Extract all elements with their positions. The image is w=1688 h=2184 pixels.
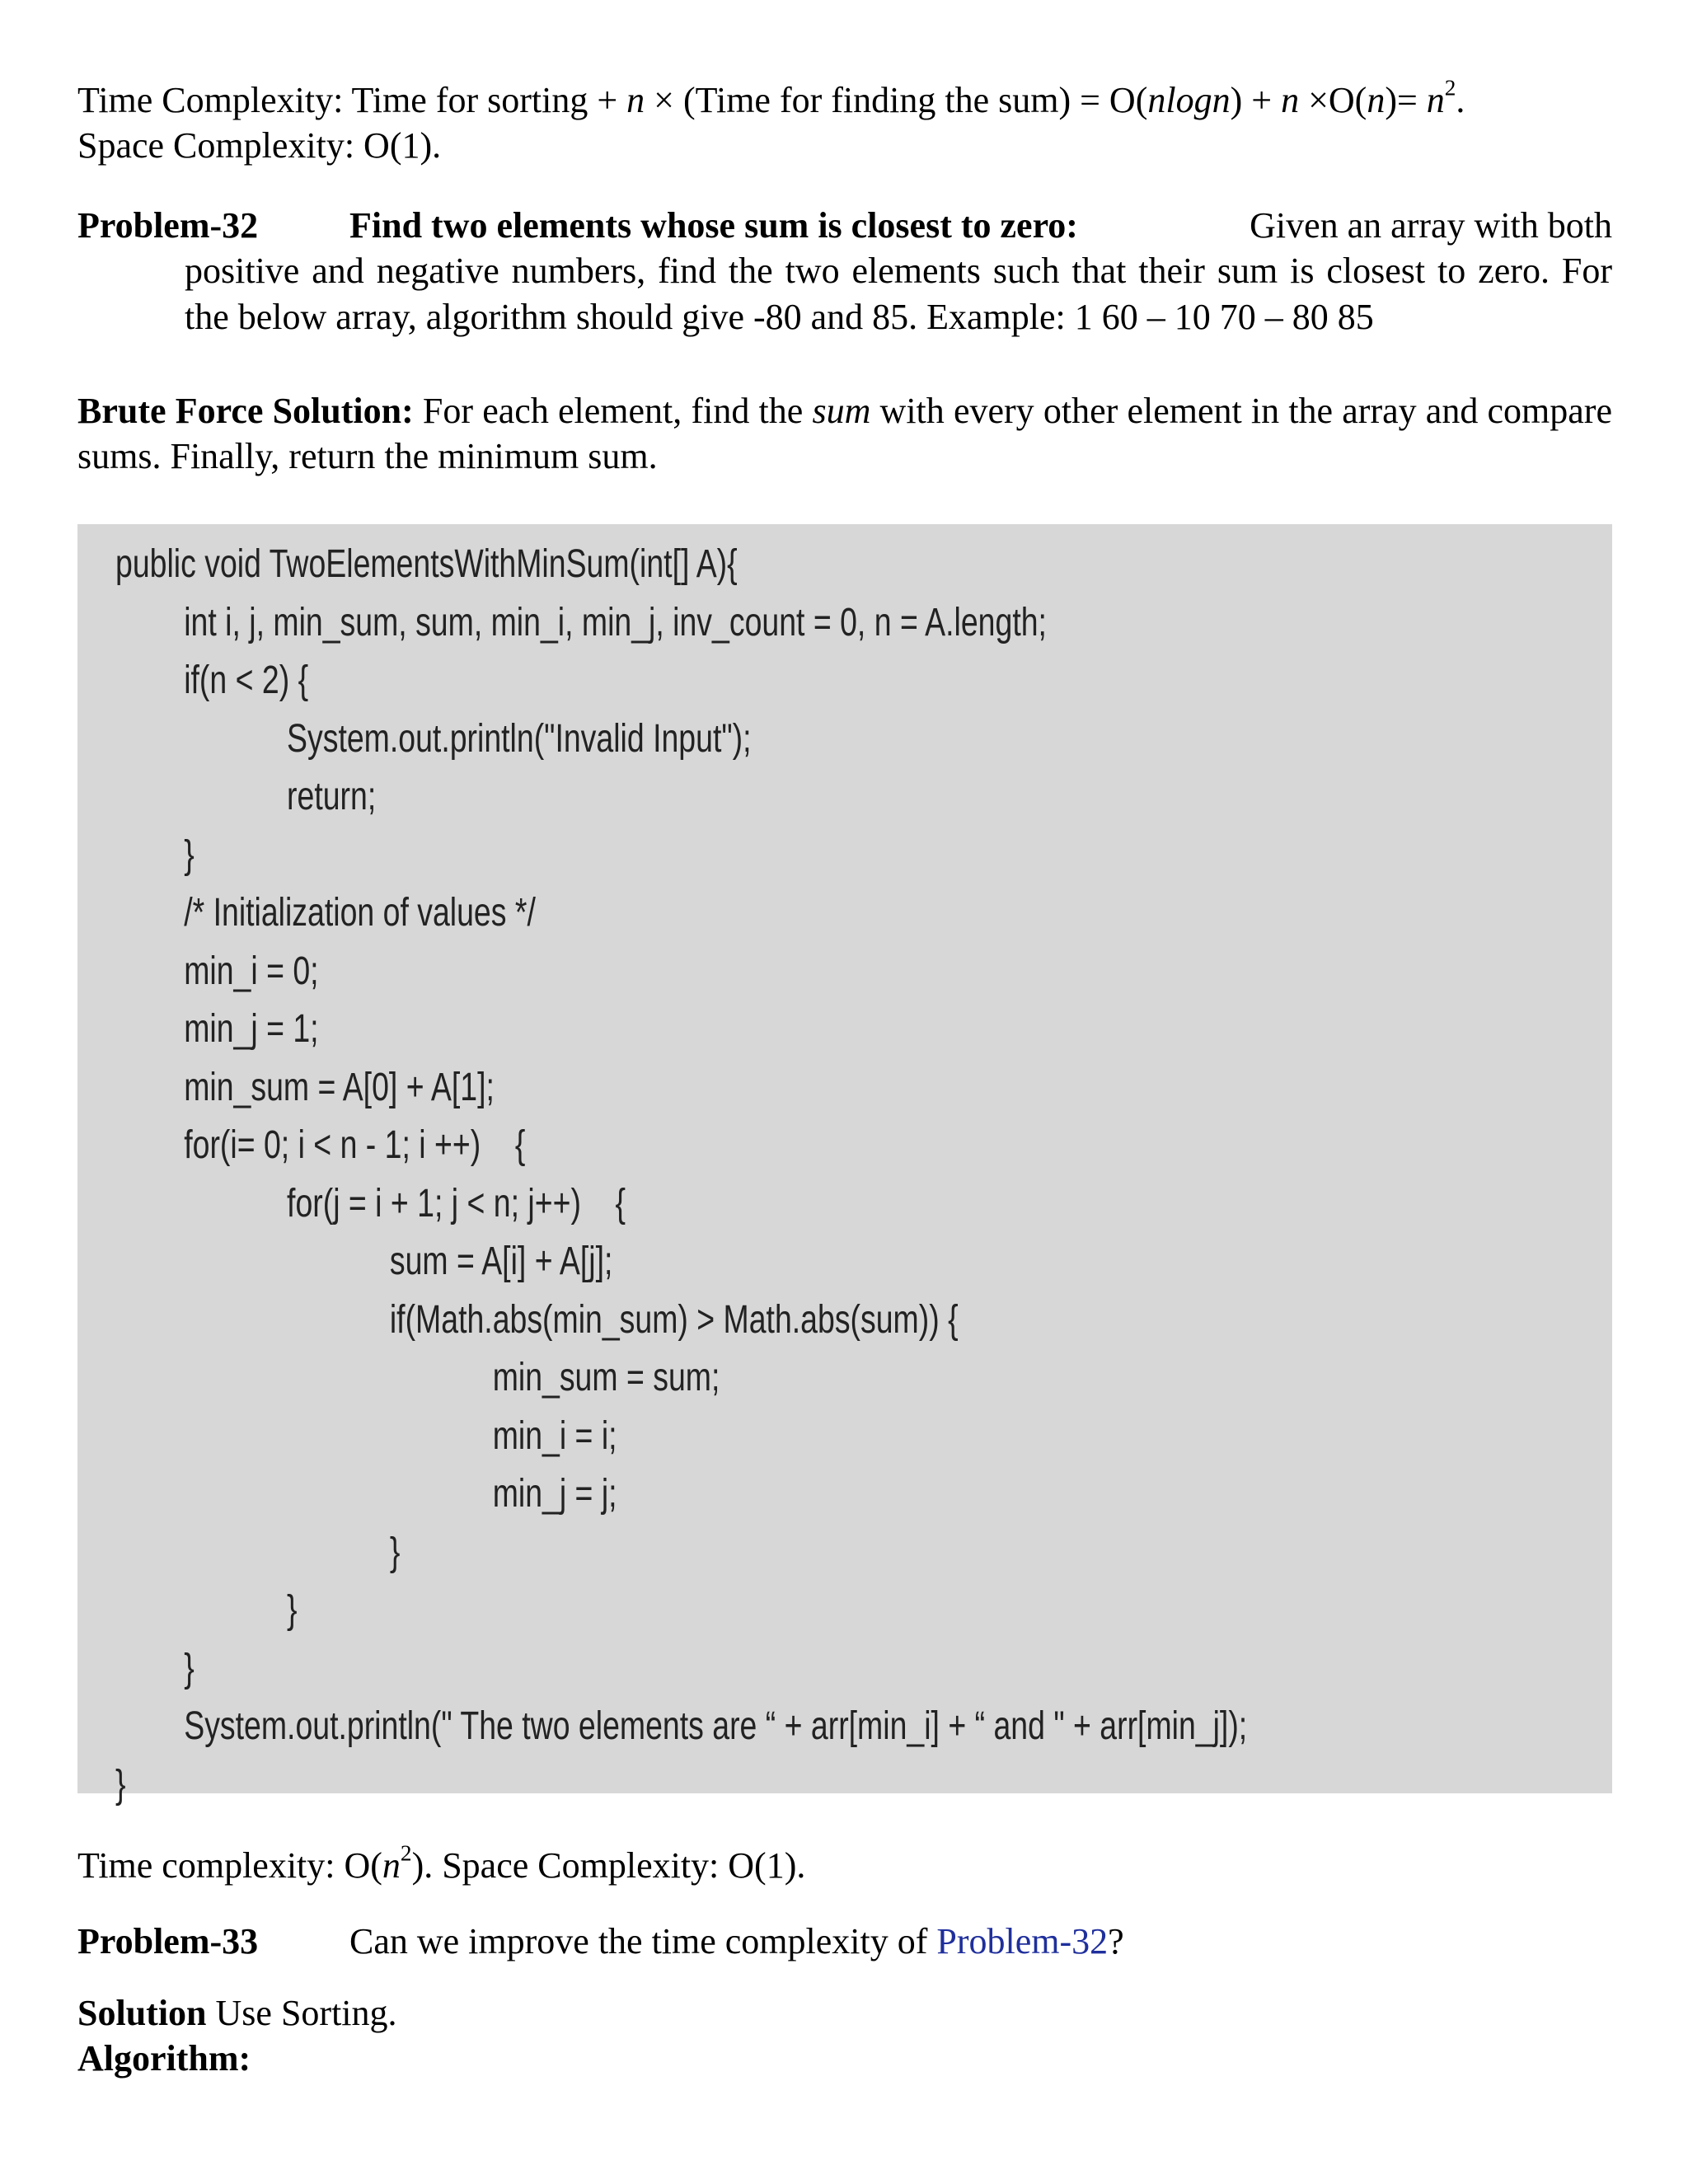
brute-force-label: Brute Force Solution: [77, 391, 414, 431]
code-line: int i, j, min_sum, sum, min_i, min_j, inv_count = 0, n = A.length; [115, 600, 1047, 644]
code-line: for(i= 0; i < n - 1; i ++) { [115, 1123, 526, 1167]
code-line: System.out.println("Invalid Input"); [115, 716, 752, 761]
code-line: return; [115, 775, 377, 818]
code-line: min_j = j; [115, 1472, 617, 1516]
code-line: min_sum = A[0] + A[1]; [115, 1065, 495, 1109]
brute-force-solution: Brute Force Solution: For each element, find the sum with every other element in the array and compare sums. Finally, return the minimum sum. [77, 391, 1612, 477]
problem-32-title: Find two elements whose sum is closest to zero: [349, 205, 1078, 246]
code-line: min_sum = sum; [115, 1356, 720, 1399]
code-line: min_i = 0; [115, 949, 319, 993]
code-line: /* Initialization of values */ [115, 891, 536, 935]
code-line: System.out.println(" The two elements are “ + arr[min_i] + “ and " + arr[min_j]); [115, 1704, 1248, 1748]
problem-32-description: positive and negative numbers, find the two elements such that their sum is closest to zero. For the below array, algorithm should give -80 and 85. Example: 1 60 – 10 70 – 80 85 [185, 251, 1612, 337]
time-complexity-summary: Time complexity: $O(n^2)$. Space Complexity: O(1). [77, 1840, 806, 1886]
solution-line: Solution Use Sorting. [77, 1993, 397, 2033]
space-complexity-line: Space Complexity: O(1). [77, 125, 442, 166]
code-line: sum = A[i] + A[j]; [115, 1240, 613, 1283]
time-complexity-line: Time Complexity: Time for sorting + n × (Time for finding the $sum) = O(nlogn) + n \times O(n)= n^2$. [77, 75, 1465, 120]
code-line: } [115, 832, 195, 877]
code-line: if(Math.abs(min_sum) > Math.abs(sum)) { [115, 1297, 959, 1342]
problem-32-link[interactable]: Problem-32 [936, 1921, 1109, 1961]
problem-32 [77, 203, 1612, 340]
code-line: public void TwoElementsWithMinSum(int[] A){ [115, 542, 738, 586]
code-listing [115, 536, 1247, 1814]
code-line: for(j = i + 1; j < n; j++) { [115, 1181, 626, 1226]
algorithm-heading: Algorithm: [77, 2038, 251, 2079]
problem-33-label: Problem-33 [77, 1921, 259, 1961]
problem-32-first-line: Problem-32 Find two elements whose sum is closest to zero: Given an array with both [77, 203, 1612, 248]
complexity-block [77, 77, 1612, 169]
code-line: } [115, 1646, 195, 1690]
code-block [77, 524, 1612, 1807]
code-line: } [115, 1530, 401, 1574]
code-line: min_i = i; [115, 1413, 617, 1458]
code-line: min_j = 1; [115, 1007, 319, 1051]
code-line: } [115, 1762, 126, 1807]
problem-33: Problem-33 Can we improve the time complexity of Problem-32? [77, 1919, 1124, 1964]
problem-32-label: Problem-32 [77, 205, 259, 246]
solution-label: Solution [77, 1993, 207, 2033]
code-line: if(n < 2) { [115, 658, 309, 702]
code-line: } [115, 1588, 298, 1632]
